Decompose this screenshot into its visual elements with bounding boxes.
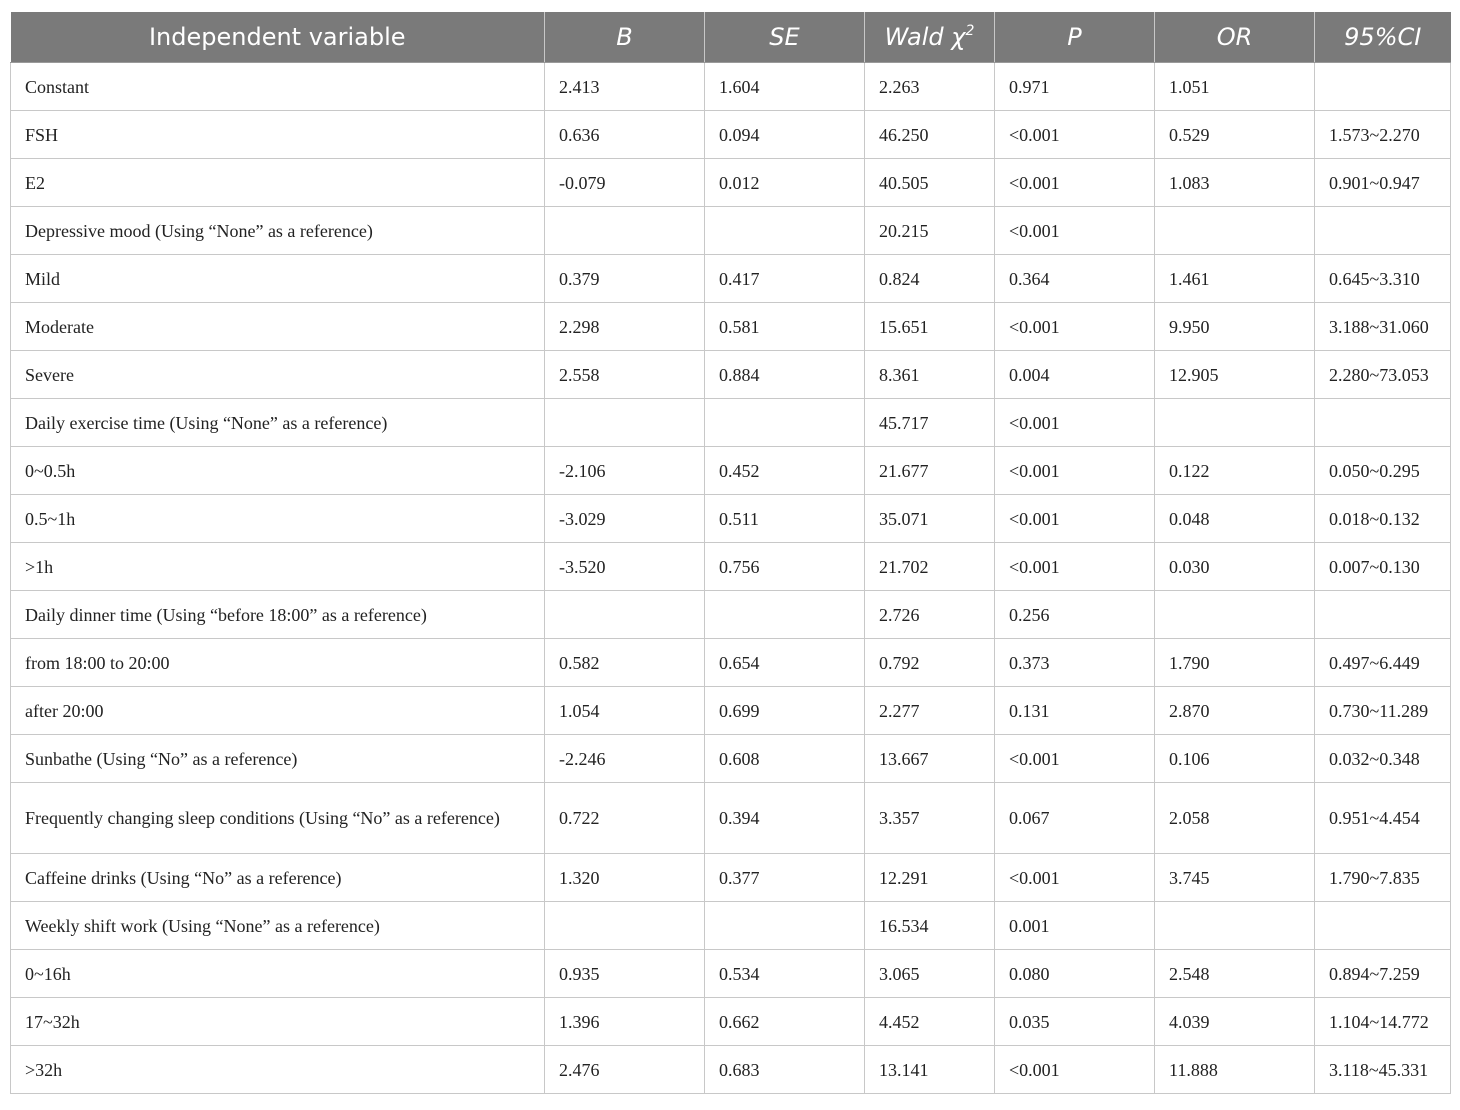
p-cell: <0.001 [995, 159, 1155, 207]
ci-cell: 0.050~0.295 [1315, 447, 1451, 495]
variable-cell: Daily exercise time (Using “None” as a reference) [11, 399, 545, 447]
table-row [11, 783, 1451, 854]
wald-cell: 3.065 [865, 950, 995, 998]
variable-cell: Mild [11, 255, 545, 303]
ci-cell [1315, 207, 1451, 255]
wald-cell: 13.667 [865, 735, 995, 783]
wald-cell: 46.250 [865, 111, 995, 159]
ci-cell [1315, 63, 1451, 111]
ci-cell: 3.188~31.060 [1315, 303, 1451, 351]
header-independent-variable: Independent variable [11, 12, 545, 63]
ci-cell: 0.497~6.449 [1315, 639, 1451, 687]
or-cell: 0.122 [1155, 447, 1315, 495]
b-cell [545, 591, 705, 639]
or-cell: 1.051 [1155, 63, 1315, 111]
wald-cell: 13.141 [865, 1046, 995, 1094]
wald-cell: 4.452 [865, 998, 995, 1046]
ci-cell: 0.032~0.348 [1315, 735, 1451, 783]
b-cell: -3.520 [545, 543, 705, 591]
variable-cell: E2 [11, 159, 545, 207]
regression-table [10, 12, 1451, 1094]
or-cell: 0.106 [1155, 735, 1315, 783]
regression-table-container [10, 12, 1450, 1094]
b-cell: 0.935 [545, 950, 705, 998]
ci-cell: 0.645~3.310 [1315, 255, 1451, 303]
variable-cell: >32h [11, 1046, 545, 1094]
ci-cell: 0.018~0.132 [1315, 495, 1451, 543]
b-cell: 2.476 [545, 1046, 705, 1094]
or-cell [1155, 902, 1315, 950]
or-cell: 0.030 [1155, 543, 1315, 591]
se-cell: 0.534 [705, 950, 865, 998]
p-cell: 0.067 [995, 783, 1155, 854]
b-cell: 0.722 [545, 783, 705, 854]
header-p: P [995, 12, 1155, 63]
wald-cell: 2.263 [865, 63, 995, 111]
variable-cell: Constant [11, 63, 545, 111]
wald-cell: 8.361 [865, 351, 995, 399]
variable-cell: 0.5~1h [11, 495, 545, 543]
table-row [11, 950, 1451, 998]
table-row [11, 351, 1451, 399]
wald-cell: 0.792 [865, 639, 995, 687]
or-cell [1155, 207, 1315, 255]
wald-cell: 3.357 [865, 783, 995, 854]
or-cell: 1.461 [1155, 255, 1315, 303]
table-row [11, 998, 1451, 1046]
or-cell: 1.790 [1155, 639, 1315, 687]
table-row [11, 591, 1451, 639]
p-cell: 0.256 [995, 591, 1155, 639]
se-cell: 0.699 [705, 687, 865, 735]
variable-cell: after 20:00 [11, 687, 545, 735]
or-cell: 3.745 [1155, 854, 1315, 902]
variable-cell: Frequently changing sleep conditions (Using “No” as a reference) [11, 783, 545, 854]
b-cell: 2.413 [545, 63, 705, 111]
or-cell: 11.888 [1155, 1046, 1315, 1094]
ci-cell [1315, 399, 1451, 447]
p-cell: 0.971 [995, 63, 1155, 111]
header-row [11, 12, 1451, 63]
b-cell [545, 207, 705, 255]
table-row [11, 159, 1451, 207]
or-cell: 9.950 [1155, 303, 1315, 351]
ci-cell: 0.007~0.130 [1315, 543, 1451, 591]
variable-cell: Severe [11, 351, 545, 399]
wald-cell: 2.277 [865, 687, 995, 735]
table-row [11, 735, 1451, 783]
wald-cell: 45.717 [865, 399, 995, 447]
b-cell: -3.029 [545, 495, 705, 543]
variable-cell: Sunbathe (Using “No” as a reference) [11, 735, 545, 783]
se-cell: 0.511 [705, 495, 865, 543]
wald-cell: 21.702 [865, 543, 995, 591]
p-cell: 0.373 [995, 639, 1155, 687]
p-cell: <0.001 [995, 207, 1155, 255]
se-cell [705, 591, 865, 639]
p-cell: 0.364 [995, 255, 1155, 303]
table-row [11, 543, 1451, 591]
se-cell: 0.654 [705, 639, 865, 687]
p-cell: <0.001 [995, 111, 1155, 159]
se-cell: 0.394 [705, 783, 865, 854]
wald-cell: 21.677 [865, 447, 995, 495]
variable-cell: Depressive mood (Using “None” as a reference) [11, 207, 545, 255]
wald-cell: 2.726 [865, 591, 995, 639]
table-row [11, 1046, 1451, 1094]
table-row [11, 687, 1451, 735]
or-cell: 4.039 [1155, 998, 1315, 1046]
wald-cell: 15.651 [865, 303, 995, 351]
header-b: B [545, 12, 705, 63]
variable-cell: Moderate [11, 303, 545, 351]
se-cell [705, 207, 865, 255]
table-row [11, 399, 1451, 447]
or-cell [1155, 399, 1315, 447]
or-cell: 0.529 [1155, 111, 1315, 159]
p-cell: <0.001 [995, 1046, 1155, 1094]
table-row [11, 303, 1451, 351]
p-cell: <0.001 [995, 399, 1155, 447]
se-cell: 0.884 [705, 351, 865, 399]
variable-cell: Weekly shift work (Using “None” as a reference) [11, 902, 545, 950]
table-row [11, 255, 1451, 303]
se-cell [705, 902, 865, 950]
header-wald-chi2 [865, 12, 995, 63]
header-se: SE [705, 12, 865, 63]
p-cell: <0.001 [995, 854, 1155, 902]
table-row [11, 495, 1451, 543]
or-cell [1155, 591, 1315, 639]
or-cell: 2.058 [1155, 783, 1315, 854]
header-95ci: 95%CI [1315, 12, 1451, 63]
variable-cell: FSH [11, 111, 545, 159]
se-cell: 0.662 [705, 998, 865, 1046]
table-header [11, 12, 1451, 63]
table-row [11, 854, 1451, 902]
p-cell: 0.035 [995, 998, 1155, 1046]
se-cell: 0.452 [705, 447, 865, 495]
b-cell [545, 399, 705, 447]
header-wald-chi2-superscript: 2 [965, 23, 975, 39]
se-cell: 1.604 [705, 63, 865, 111]
variable-cell: 0~16h [11, 950, 545, 998]
variable-cell: from 18:00 to 20:00 [11, 639, 545, 687]
b-cell: 0.636 [545, 111, 705, 159]
or-cell: 12.905 [1155, 351, 1315, 399]
wald-cell: 0.824 [865, 255, 995, 303]
b-cell: -0.079 [545, 159, 705, 207]
ci-cell: 2.280~73.053 [1315, 351, 1451, 399]
table-row [11, 639, 1451, 687]
header-or: OR [1155, 12, 1315, 63]
p-cell: <0.001 [995, 447, 1155, 495]
wald-cell: 16.534 [865, 902, 995, 950]
variable-cell: Caffeine drinks (Using “No” as a reference) [11, 854, 545, 902]
variable-cell: Daily dinner time (Using “before 18:00” as a reference) [11, 591, 545, 639]
or-cell: 1.083 [1155, 159, 1315, 207]
variable-cell: 17~32h [11, 998, 545, 1046]
ci-cell [1315, 902, 1451, 950]
ci-cell: 0.901~0.947 [1315, 159, 1451, 207]
ci-cell: 0.730~11.289 [1315, 687, 1451, 735]
se-cell: 0.683 [705, 1046, 865, 1094]
b-cell: 1.320 [545, 854, 705, 902]
ci-cell: 3.118~45.331 [1315, 1046, 1451, 1094]
se-cell: 0.417 [705, 255, 865, 303]
ci-cell: 0.894~7.259 [1315, 950, 1451, 998]
se-cell: 0.012 [705, 159, 865, 207]
ci-cell [1315, 591, 1451, 639]
se-cell: 0.608 [705, 735, 865, 783]
ci-cell: 1.104~14.772 [1315, 998, 1451, 1046]
wald-cell: 20.215 [865, 207, 995, 255]
wald-cell: 40.505 [865, 159, 995, 207]
wald-cell: 35.071 [865, 495, 995, 543]
or-cell: 0.048 [1155, 495, 1315, 543]
b-cell: 2.558 [545, 351, 705, 399]
or-cell: 2.870 [1155, 687, 1315, 735]
table-row [11, 902, 1451, 950]
table-row [11, 111, 1451, 159]
b-cell: 1.054 [545, 687, 705, 735]
p-cell: 0.001 [995, 902, 1155, 950]
table-body [11, 63, 1451, 1094]
b-cell: 0.379 [545, 255, 705, 303]
se-cell: 0.094 [705, 111, 865, 159]
se-cell: 0.756 [705, 543, 865, 591]
p-cell: 0.004 [995, 351, 1155, 399]
se-cell [705, 399, 865, 447]
table-row [11, 447, 1451, 495]
p-cell: 0.080 [995, 950, 1155, 998]
p-cell: <0.001 [995, 735, 1155, 783]
header-wald-chi2-text: Wald χ [884, 23, 966, 51]
or-cell: 2.548 [1155, 950, 1315, 998]
wald-cell: 12.291 [865, 854, 995, 902]
variable-cell: >1h [11, 543, 545, 591]
b-cell: -2.246 [545, 735, 705, 783]
p-cell: <0.001 [995, 495, 1155, 543]
b-cell: 0.582 [545, 639, 705, 687]
ci-cell: 0.951~4.454 [1315, 783, 1451, 854]
b-cell: -2.106 [545, 447, 705, 495]
ci-cell: 1.790~7.835 [1315, 854, 1451, 902]
table-row [11, 207, 1451, 255]
variable-cell: 0~0.5h [11, 447, 545, 495]
p-cell: 0.131 [995, 687, 1155, 735]
se-cell: 0.377 [705, 854, 865, 902]
p-cell: <0.001 [995, 543, 1155, 591]
table-row [11, 63, 1451, 111]
b-cell: 2.298 [545, 303, 705, 351]
ci-cell: 1.573~2.270 [1315, 111, 1451, 159]
b-cell: 1.396 [545, 998, 705, 1046]
se-cell: 0.581 [705, 303, 865, 351]
p-cell: <0.001 [995, 303, 1155, 351]
b-cell [545, 902, 705, 950]
